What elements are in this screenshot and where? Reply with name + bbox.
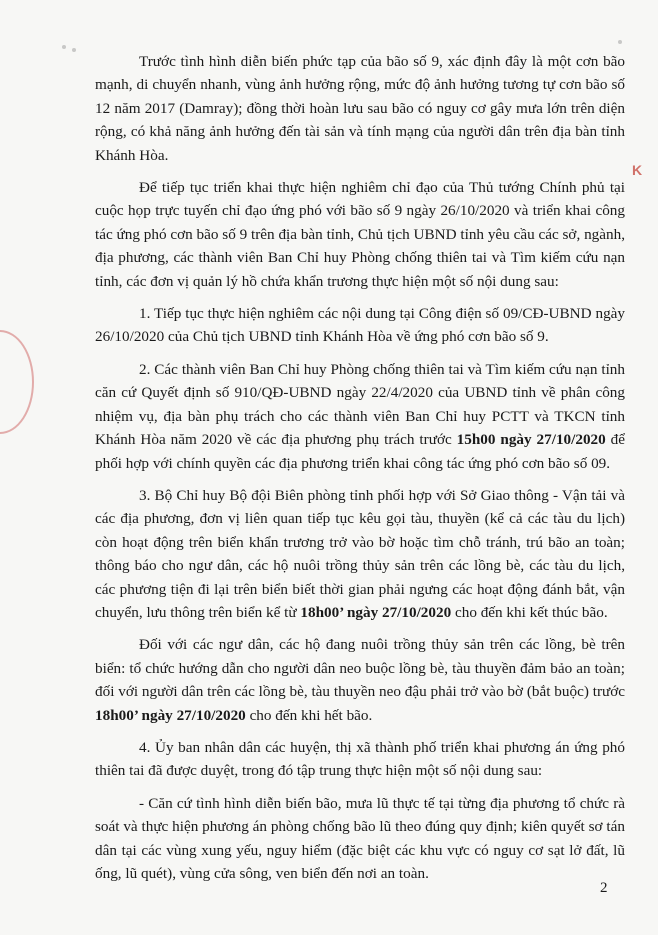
scan-speck xyxy=(62,45,66,49)
paragraph xyxy=(95,176,625,293)
paragraph-text: 3. Bộ Chỉ huy Bộ đội Biên phòng tỉnh phối hợp với Sở Giao thông - Vận tải và các địa phương, đơn vị liên quan tiếp tục kêu gọi tàu, thuyền (kể cả các tàu du lịch) còn hoạt động trên biển khẩn trương trở vào bờ hoặc tìm chỗ tránh, trú bão an toàn; thông báo cho ngư dân, các hộ nuôi trồng thủy sản trên các lồng bè, các tàu du lịch, các phương tiện đi lại trên biển biết thời gian phải ngưng các hoạt động đánh bắt, vận chuyển, lưu thông trên biển kể từ xyxy=(95,486,625,621)
paragraph-text: 4. Ủy ban nhân dân các huyện, thị xã thành phố triển khai phương án ứng phó thiên tai đã được duyệt, trong đó tập trung thực hiện một số nội dung sau: xyxy=(95,738,625,780)
paragraph xyxy=(95,633,625,727)
paragraph xyxy=(95,792,625,886)
paragraph-text: Đối với các ngư dân, các hộ đang nuôi trồng thủy sản trên các lồng, bè trên biển: tổ chức hướng dẫn cho người dân neo buộc lồng bè, tàu thuyền đảm bảo an toàn; đối với người dân trên các lồng bè, tàu thuyền neo đậu phải trở vào bờ (bắt buộc) trước xyxy=(95,636,625,701)
paragraph xyxy=(95,302,625,349)
page-number: 2 xyxy=(600,880,608,896)
scan-speck xyxy=(618,40,622,44)
stamp-fragment: K xyxy=(632,162,643,178)
scan-speck xyxy=(72,48,76,52)
paragraph-text: 2. Các thành viên Ban Chỉ huy Phòng chống thiên tai và Tìm kiếm cứu nạn tỉnh căn cứ Quyết định số 910/QĐ-UBND ngày 22/4/2020 của UBND tỉnh về phân công nhiệm vụ, địa bàn phụ trách cho các thành viên Ban Chỉ huy PCTT và TKCN tỉnh Khánh Hòa năm 2020 về các địa phương phụ trách trước xyxy=(95,360,625,449)
bold-deadline-text: 18h00’ ngày 27/10/2020 xyxy=(300,603,452,621)
bold-deadline-text: 15h00 ngày 27/10/2020 xyxy=(456,431,606,449)
paragraph xyxy=(95,50,625,167)
paragraph-text: cho đến khi kết thúc bão. xyxy=(451,603,608,621)
paragraph-text: Để tiếp tục triển khai thực hiện nghiêm chỉ đạo của Thủ tướng Chính phủ tại cuộc họp trực tuyến chỉ đạo ứng phó với bão số 9 ngày 26/10/2020 và triển khai công tác ứng phó cơn bão số 9 trên địa bàn tỉnh, Chủ tịch UBND tỉnh yêu cầu các sở, ngành, địa phương, các thành viên Ban Chỉ huy Phòng chống thiên tai và Tìm kiếm cứu nạn tỉnh, các đơn vị quản lý hồ chứa khẩn trương thực hiện một số nội dung sau: xyxy=(95,179,625,290)
bold-deadline-text: 18h00’ ngày 27/10/2020 xyxy=(95,706,246,724)
paragraph xyxy=(95,358,625,475)
paragraph-text: Trước tình hình diễn biến phức tạp của bão số 9, xác định đây là một cơn bão mạnh, di chuyển nhanh, vùng ảnh hưởng rộng, mức độ ảnh hưởng tương tự cơn bão số 12 năm 2017 (Damray); đồng thời hoàn lưu sau bão có nguy cơ gây mưa lớn trên diện rộng, có khả năng ảnh hưởng đến tài sản và tính mạng của người dân trên địa bàn tỉnh Khánh Hòa. xyxy=(95,53,625,164)
paragraph-text: cho đến khi hết bão. xyxy=(245,706,373,724)
paragraph-text: để phối hợp với chính quyền các địa phương triển khai công tác ứng phó cơn bão số 09. xyxy=(95,431,625,472)
paragraph-text: - Căn cứ tình hình diễn biến bão, mưa lũ thực tế tại từng địa phương tổ chức rà soát và thực hiện phương án phòng chống bão lũ theo đúng quy định; kiên quyết sơ tán dân tại các vùng xung yếu, nguy hiểm (đặc biệt các khu vực có nguy cơ sạt lở đất, lũ ống, lũ quét), vùng cửa sông, ven biển đến nơi an toàn. xyxy=(95,794,625,882)
paragraph xyxy=(95,736,625,783)
red-seal-fragment xyxy=(0,330,34,434)
paragraph-text: 1. Tiếp tục thực hiện nghiêm các nội dung tại Công điện số 09/CĐ-UBND ngày 26/10/2020 của Chủ tịch UBND tỉnh Khánh Hòa về ứng phó cơn bão số 9. xyxy=(95,305,625,346)
document-body xyxy=(95,50,625,894)
paragraph xyxy=(95,484,625,624)
